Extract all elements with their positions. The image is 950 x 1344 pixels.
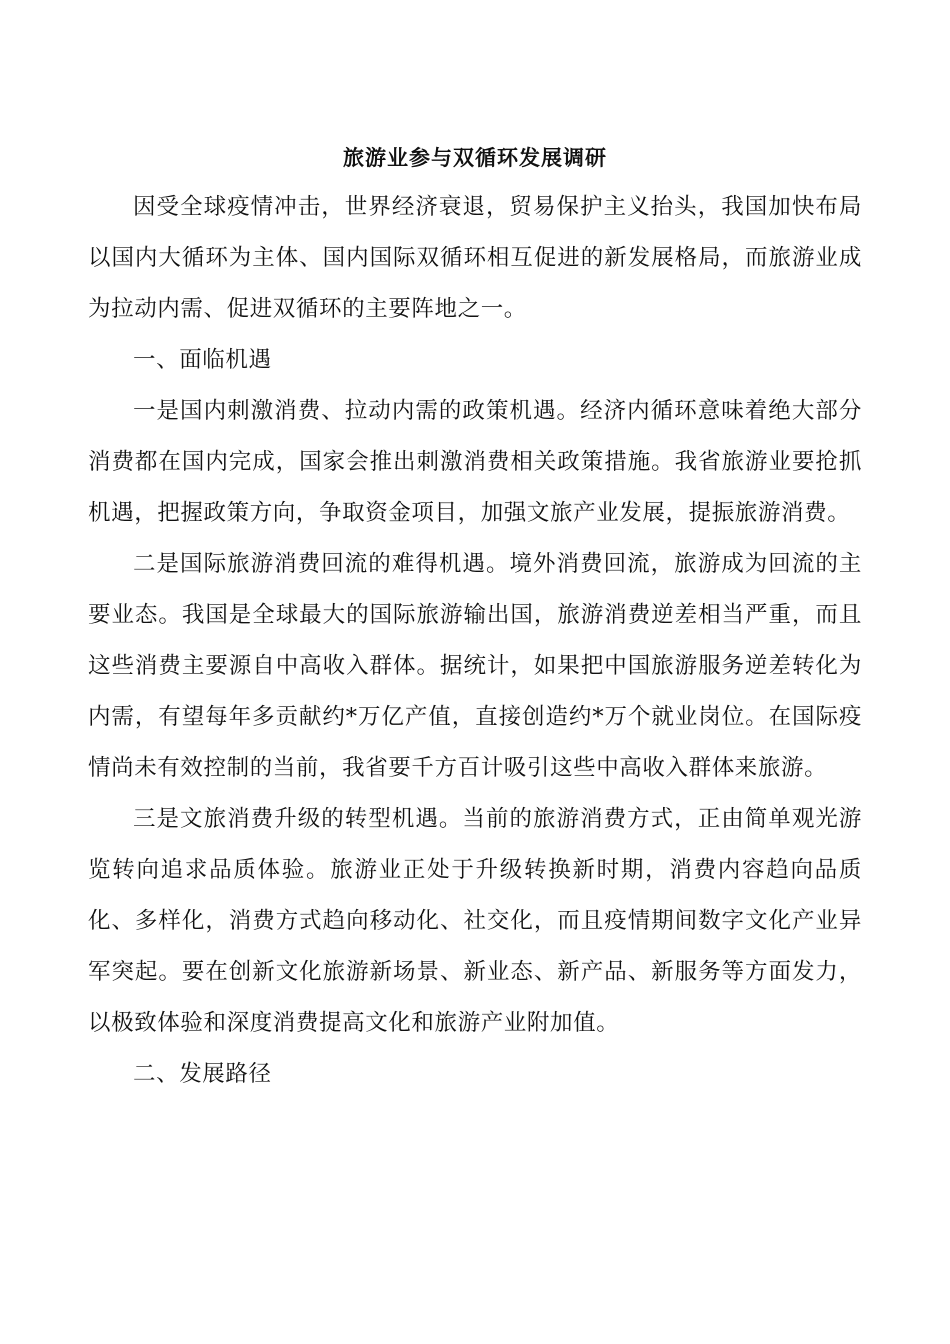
document-page	[88, 140, 862, 1100]
document-title: 旅游业参与双循环发展调研	[343, 145, 607, 170]
paragraph-upgrade-opportunity: 三是文旅消费升级的转型机遇。当前的旅游消费方式，正由简单观光游览转向追求品质体验。旅游业正处于升级转换新时期，消费内容趋向品质化、多样化，消费方式趋向移动化、社交化，而且疫情期间数字文化产业异军突起。要在创新文化旅游新场景、新业态、新产品、新服务等方面发力，以极致体验和深度消费提高文化和旅游产业附加值。	[88, 806, 862, 1036]
section-heading-opportunities: 一、面临机遇	[133, 347, 272, 373]
section-heading-development-path: 二、发展路径	[133, 1061, 272, 1087]
intro-paragraph: 因受全球疫情冲击，世界经济衰退，贸易保护主义抬头，我国加快布局以国内大循环为主体、国内国际双循环相互促进的新发展格局，而旅游业成为拉动内需、促进双循环的主要阵地之一。	[88, 194, 862, 322]
paragraph-international-opportunity: 二是国际旅游消费回流的难得机遇。境外消费回流，旅游成为回流的主要业态。我国是全球最大的国际旅游输出国，旅游消费逆差相当严重，而且这些消费主要源自中高收入群体。据统计，如果把中国旅游服务逆差转化为内需，有望每年多贡献约*万亿产值，直接创造约*万个就业岗位。在国际疫情尚未有效控制的当前，我省要千方百计吸引这些中高收入群体来旅游。	[88, 551, 862, 781]
paragraph-policy-opportunity: 一是国内刺激消费、拉动内需的政策机遇。经济内循环意味着绝大部分消费都在国内完成，国家会推出刺激消费相关政策措施。我省旅游业要抢抓机遇，把握政策方向，争取资金项目，加强文旅产业发展，提振旅游消费。	[88, 398, 862, 526]
